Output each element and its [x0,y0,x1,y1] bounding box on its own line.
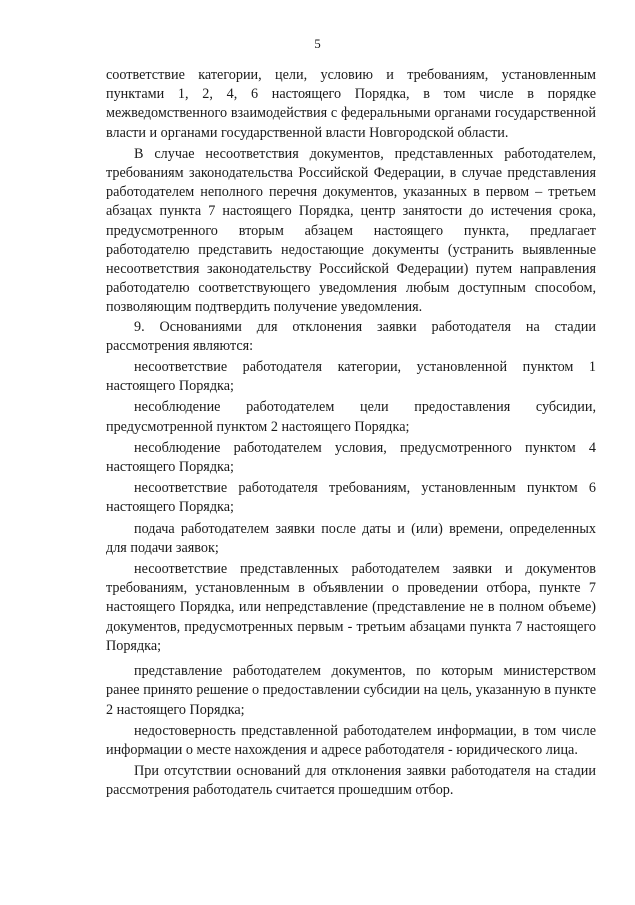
paragraph-selection-passed: При отсутствии оснований для отклонения заявки работодателя на стадии рассмотрения работодатель считается прошедшим отбор. [106,763,596,799]
list-item-documents-nonconformity: несоответствие представленных работодателем заявки и документов требованиям, установленным в объявлении о проведении отбора, пункте 7 настоящего Порядка, или непредставление (представление не в полном объеме) документов, предусмотренных первым - третьим абзацами пункта 7 настоящего Порядка; [106,561,596,654]
list-item-category: несоответствие работодателя категории, установленной пунктом 1 настоящего Порядка; [106,359,596,395]
list-item-duplicate-subsidy: представление работодателем документов, по которым министерством ранее принято решение о предоставлении субсидии на цель, указанную в пункте 2 настоящего Порядка; [106,663,596,718]
document-body [106,66,596,801]
paragraph-item-9-heading: 9. Основаниями для отклонения заявки работодателя на стадии рассмотрения являются: [106,318,596,354]
list-item-requirements: несоответствие работодателя требованиям, установленным пунктом 6 настоящего Порядка; [106,480,596,516]
page-number: 5 [314,36,321,51]
list-item-false-information: недостоверность представленной работодателем информации, в том числе информации о месте нахождения и адресе работодателя - юридического лица. [106,722,596,758]
paragraph-continuation: соответствие категории, цели, условию и требованиям, установленным пунктами 1, 2, 4, 6 настоящего Порядка, в том числе в порядке межведомственного взаимодействия с федеральными органами государственной власти и органами государственной власти Новгородской области. [106,67,596,141]
list-item-condition: несоблюдение работодателем условия, предусмотренного пунктом 4 настоящего Порядка; [106,439,596,476]
list-item-late-submission: подача работодателем заявки после даты и (или) времени, определенных для подачи заявок; [106,520,596,556]
list-item-purpose: несоблюдение работодателем цели предоставления субсидии, предусмотренной пунктом 2 настоящего Порядка; [106,399,596,435]
paragraph-nonconformity-notice: В случае несоответствия документов, представленных работодателем, требованиям законодательства Российской Федерации, в случае представления работодателем неполного перечня документов, указанных в первом – третьем абзацах пункта 7 настоящего Порядка, центр занятости до истечения срока, предусмотренного вторым абзацем настоящего пункта, предлагает работодателю представить недостающие документы (устранить выявленные несоответствия законодательству Российской Федерации) путем направления работодателю соответствующего уведомления любым доступным способом, позволяющим подтвердить получение уведомления. [106,145,596,316]
